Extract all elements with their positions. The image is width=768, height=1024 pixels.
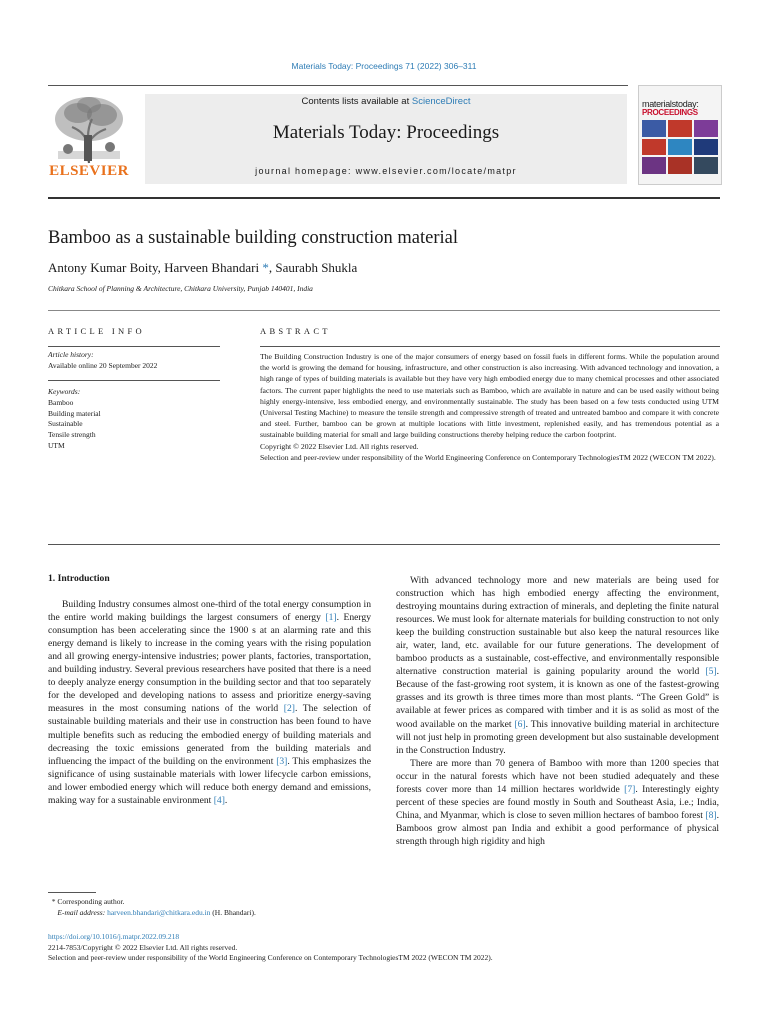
keyword: Bamboo [48, 397, 74, 407]
reference-link[interactable]: [7] [624, 783, 636, 795]
contents-line [145, 96, 627, 107]
elsevier-logo-text: ELSEVIER [49, 163, 129, 179]
article-info-heading: ARTICLE INFO [48, 326, 145, 336]
keywords-list [48, 387, 101, 452]
body-text: . Because of the fast-growing root system, it is known as one of the fastest-growing grasses and its growth is three times more than most plants. “The Green Gold” is available at fewer prices as compared with timber and it is as solid as most of the wood available on the market [396, 666, 719, 730]
corresponding-author-note [48, 896, 256, 907]
contents-prefix: Contents lists available at [301, 96, 412, 107]
abstract-body [260, 351, 719, 463]
reference-link[interactable]: [8] [705, 809, 717, 821]
body-paragraph [396, 574, 719, 757]
abstract-paragraph: The Building Construction Industry is one of the major consumers of energy based on fossil fuels in different forms. While the population around the world is growing the demand for housing, infrastructure, and other construction is also increasing. With advanced technology and innovation, a high range of types of building materials is available but they have very high embodied energy due to many chemical processes and other associated factors. The current paper highlights the need to use materials such as Bamboo, which are available in nature and can be used easily without being highly energy-intensive, less embodied energy, and environmentally sustainable. The study has been based on a few tests conducted using UTM (Universal Testing Machine) to measure the tensile strength and compressive strength of treated and untreated bamboo and compare it with concrete and steel. Further, bamboo can be grown at multiple locations with little investment, replenished easily, and has tremendous potential as a sustainable building material for small and large building constructions thereby helping reduce the carbon footprint. [260, 352, 719, 440]
keywords-label: Keywords: [48, 387, 81, 396]
journal-homepage-link[interactable]: journal homepage: www.elsevier.com/locate/matpr [255, 166, 517, 176]
body-text: . [224, 794, 228, 806]
header-bottom-rule [48, 197, 720, 199]
body-text: . Bamboos grow almost pan India and exhibit a good performance of physical strength through high rigidity and high [396, 809, 719, 847]
keywords-rule [48, 380, 220, 381]
footnote-rule [48, 892, 96, 893]
journal-cover-thumbnail[interactable] [638, 85, 722, 185]
reference-link[interactable]: [4] [213, 794, 225, 806]
cover-image-mosaic-icon [642, 120, 718, 174]
email-line [48, 907, 256, 918]
keyword: Building material [48, 408, 101, 418]
sciencedirect-link[interactable]: ScienceDirect [411, 96, 471, 107]
issn-copyright: 2214-7853/Copyright © 2022 Elsevier Ltd. All rights reserved. [48, 942, 238, 952]
cover-title: materialstoday: [642, 99, 699, 109]
email-label: E-mail address: [57, 908, 108, 917]
author-affiliation: Chitkara School of Planning & Architecture, Chitkara University, Punjab 140401, India [48, 284, 313, 293]
journal-header [48, 85, 720, 185]
footer-peer-review: Selection and peer-review under responsibility of the World Engineering Conference on Contemporary TechnologiesTM 2022 (WECON TM 2022). [48, 953, 493, 962]
body-paragraph [48, 598, 371, 807]
body-column-right [396, 574, 719, 848]
body-text: . This innovative building material in architecture will not just help in promoting green development but also sustainable development in the Construction Industry. [396, 718, 719, 756]
section-heading-introduction: 1. Introduction [48, 573, 110, 584]
abstract-copyright: Copyright © 2022 Elsevier Ltd. All rights reserved. [260, 441, 419, 451]
body-divider [48, 544, 720, 545]
cover-subtitle: PROCEEDINGS [642, 108, 698, 117]
footnote [48, 896, 256, 918]
abstract-rule [260, 346, 720, 347]
doi-link[interactable]: https://doi.org/10.1016/j.matpr.2022.09.218 [48, 932, 180, 941]
page-footer [48, 932, 493, 964]
journal-title: Materials Today: Proceedings [272, 122, 500, 143]
journal-citation[interactable]: Materials Today: Proceedings 71 (2022) 306–311 [291, 61, 477, 71]
keyword: Sustainable [48, 419, 83, 429]
body-paragraph [396, 757, 719, 848]
keyword: Tensile strength [48, 430, 96, 440]
paper-title: Bamboo as a sustainable building construction material [48, 228, 458, 248]
footnote-mark: * [51, 897, 56, 906]
body-text: . The selection of sustainable building materials and their use in construction has been found to have multiple benefits such as reducing the embodied energy of building materials and decreasing the toxic emissions generated from the building materials and influencing the impact of the building on the environment [48, 703, 371, 767]
article-history-value: Available online 20 September 2022 [48, 360, 158, 370]
author-name: Harveen Bhandari [164, 260, 260, 275]
journal-info-box [145, 94, 627, 184]
reference-link[interactable]: [1] [325, 612, 337, 624]
reference-link[interactable]: [3] [276, 755, 288, 767]
abstract-heading: ABSTRACT [260, 326, 331, 336]
article-history-label: Article history: [48, 350, 94, 359]
reference-link[interactable]: [2] [283, 703, 295, 715]
body-text: There are more than 70 genera of Bamboo with more than 1200 species that occur in the natural forests which have not been studied adequately and these forests cover more than 14 million hectares worldwide [396, 757, 719, 795]
article-history [48, 350, 157, 372]
author-name: Antony Kumar Boity, [48, 260, 165, 275]
corresponding-author-mark[interactable]: * [259, 260, 269, 275]
email-suffix: (H. Bhandari). [210, 908, 256, 917]
reference-link[interactable]: [5] [705, 666, 717, 678]
keyword: UTM [48, 440, 65, 450]
abstract-peer-review: Selection and peer-review under responsibility of the World Engineering Conference on Contemporary TechnologiesTM 2022 (WECON TM 2022). [260, 452, 716, 462]
body-text: . This emphasizes the significance of using sustainable materials with lower lifecycle carbon emissions, and lower embodied energy which will reduce both energy demand and emissions, making way for a sustainable environment [48, 755, 371, 806]
body-text: With advanced technology more and new materials are being used for construction which has high embodied energy affecting the environment, destroying mountains during extraction of minerals, and depleting the finite natural resources. We must look for alternate materials for building construction to not only keep the building construction sustainable but also keep the natural resources like air, water, land, etc. available for our future generations. The development of bamboo products as a sustainable, cost-effective, and environmentally responsible alternative construction material is gaining popularity around the world [396, 575, 719, 678]
author-name: , Saurabh Shukla [268, 260, 358, 275]
meta-divider [48, 310, 720, 311]
email-link[interactable]: harveen.bhandari@chitkara.edu.in [107, 908, 211, 917]
body-text: . Interestingly eighty percent of these species are found mostly in South and Southeast Asia, i.e.; India, China, and Myanmar, which is close to seven million hectares of bamboo forest [396, 783, 719, 821]
article-info-rule [48, 346, 220, 347]
footnote-text: Corresponding author. [55, 897, 125, 906]
body-text: Building Industry consumes almost one-third of the total energy consumption in the entire world making buildings the largest consumers of energy [48, 599, 371, 624]
author-list [48, 260, 357, 276]
reference-link[interactable]: [6] [514, 718, 526, 730]
body-column-left [48, 572, 371, 807]
body-text: . Energy consumption has been accelerating since the 1900 s at an alarming rate and this energy demand is likely to increase in the coming years with the rising population and all growing energy-intensive industries; power plants, factories, transportation, and building industry. Several previous researchers have posited that there is a need to deeply analyze energy consumption in the building sector and that too separately for the developed and developing nations to assess and prioritize energy-saving measures in the most consuming nations of the world [48, 612, 371, 715]
